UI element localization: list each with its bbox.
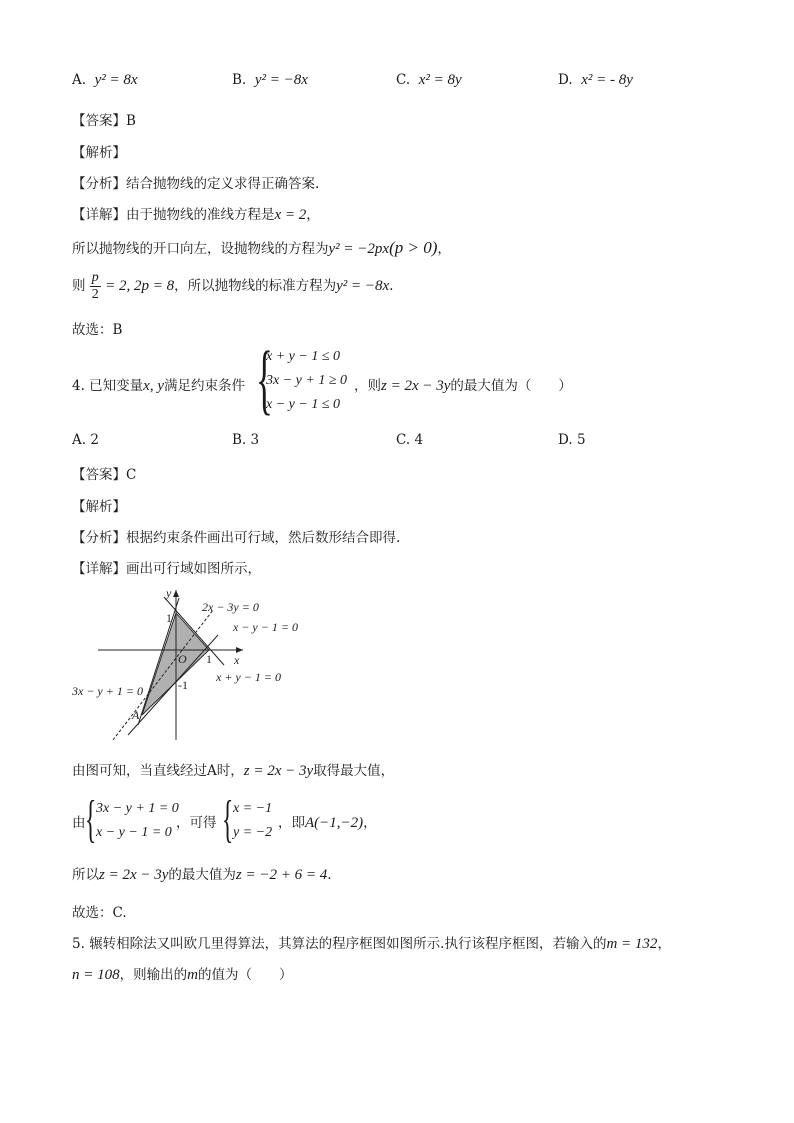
q3-option-b bbox=[232, 72, 308, 89]
fenxi-text: 结合抛物线的定义求得正确答案. bbox=[126, 176, 320, 192]
constraint-system bbox=[266, 345, 347, 417]
option-expr: x² = - 8y bbox=[581, 72, 633, 88]
text: ，则输出的 bbox=[119, 967, 188, 983]
text: 取得最大值， bbox=[313, 763, 395, 779]
q4-stem bbox=[72, 374, 245, 395]
option-expr: x² = 8y bbox=[418, 72, 462, 88]
q4-option-b bbox=[232, 432, 259, 448]
constraint: 3x − y + 1 ≥ 0 bbox=[266, 373, 348, 388]
q3-choose: 故选：B bbox=[72, 322, 123, 338]
fenxi-label: 【分析】 bbox=[72, 176, 126, 192]
q4-option-d bbox=[558, 432, 586, 448]
x-axis-label: x bbox=[234, 653, 240, 667]
constraint: x + y − 1 ≤ 0 bbox=[266, 349, 341, 364]
text: ，即 bbox=[278, 815, 305, 831]
equation: y = −2 bbox=[233, 825, 273, 840]
solve-system-2 bbox=[233, 797, 272, 845]
q3-line2 bbox=[72, 237, 451, 258]
objective-line-label: 2x − 3y = 0 bbox=[202, 600, 259, 614]
option-letter: A. bbox=[72, 72, 87, 88]
option-value: 2 bbox=[90, 432, 99, 448]
text: 的值为（ ） bbox=[197, 967, 293, 983]
option-letter: D. bbox=[558, 72, 573, 88]
q4-result bbox=[72, 759, 394, 780]
text: ，则 bbox=[354, 378, 381, 394]
frac-den: 2 bbox=[91, 287, 99, 302]
math: z = 2x − 3y bbox=[243, 763, 314, 779]
text: ，所以抛物线的标准方程为 bbox=[174, 278, 337, 294]
q3-option-a bbox=[72, 72, 138, 89]
solve-end bbox=[278, 811, 377, 832]
text: 所以 bbox=[72, 867, 99, 883]
q4-fenxi bbox=[72, 526, 400, 546]
solve-brace-1: { bbox=[85, 791, 97, 848]
option-letter: C. bbox=[396, 72, 411, 88]
q3-xiangjie bbox=[72, 203, 320, 224]
option-letter: B. bbox=[232, 72, 247, 88]
solve-system-1 bbox=[96, 797, 179, 845]
q4-stem-end bbox=[354, 374, 572, 395]
equation: 3x − y + 1 = 0 bbox=[96, 801, 179, 816]
math: z = −2 + 6 = 4 bbox=[235, 867, 328, 883]
fraction bbox=[90, 270, 101, 303]
option-value: 4 bbox=[414, 432, 424, 448]
punct: . bbox=[389, 278, 394, 294]
q3-fenxi bbox=[72, 172, 319, 192]
punct: . bbox=[327, 867, 332, 883]
q3-option-c bbox=[396, 72, 462, 89]
q3-answer bbox=[72, 109, 136, 129]
solve-brace-2: { bbox=[222, 791, 234, 848]
y-axis-arrow bbox=[173, 590, 179, 597]
text: 则 bbox=[72, 278, 86, 294]
math: (p > 0) bbox=[389, 238, 438, 257]
constraint-brace: { bbox=[256, 335, 273, 422]
text: 所以抛物线的开口向左，设抛物线的方程为 bbox=[72, 241, 329, 257]
math: x, y bbox=[143, 378, 164, 394]
q3-option-d bbox=[558, 72, 633, 89]
option-letter: A. bbox=[72, 432, 87, 448]
option-letter: C. bbox=[396, 432, 411, 448]
xiangjie-text: 画出可行域如图所示， bbox=[126, 561, 261, 577]
math: = 2, 2p = 8 bbox=[105, 278, 175, 294]
fenxi-label: 【分析】 bbox=[72, 530, 126, 546]
neg-one-label: -1 bbox=[178, 678, 188, 692]
line-c2-label: 3x − y + 1 = 0 bbox=[72, 684, 143, 698]
q4-option-c bbox=[396, 432, 423, 448]
x-one-label: 1 bbox=[206, 652, 212, 666]
math: m = 132 bbox=[606, 936, 658, 952]
punct: ， bbox=[306, 207, 320, 223]
text: 4. 已知变量 bbox=[72, 378, 144, 394]
solve-mid: ，可得 bbox=[176, 815, 217, 831]
q5-line2 bbox=[72, 963, 292, 984]
solve-prefix: 由 bbox=[72, 815, 86, 831]
line-objective-dashed bbox=[113, 610, 213, 740]
text: 的最大值为（ ） bbox=[450, 378, 572, 394]
feasible-region-figure bbox=[68, 580, 318, 745]
punct: ， bbox=[437, 241, 451, 257]
text: 满足约束条件 bbox=[164, 378, 245, 394]
xiangjie-label: 【详解】 bbox=[72, 561, 126, 577]
fenxi-text: 根据约束条件画出可行域，然后数形结合即得. bbox=[126, 530, 401, 546]
math: y² = −2px bbox=[328, 241, 390, 257]
q5-line1 bbox=[72, 932, 671, 953]
text: 由图可知，当直线经过A时， bbox=[72, 763, 244, 779]
q3-analysis-label: 【解析】 bbox=[72, 145, 126, 161]
y-axis-label: y bbox=[166, 586, 172, 600]
option-letter: B. bbox=[232, 432, 247, 448]
q4-xiangjie bbox=[72, 557, 261, 577]
math: y² = −8x bbox=[336, 278, 390, 294]
answer-value: C bbox=[126, 467, 137, 483]
answer-label: 【答案】 bbox=[72, 113, 126, 129]
option-value: 3 bbox=[250, 432, 260, 448]
y-one-label: 1 bbox=[166, 611, 172, 625]
option-expr: y² = 8x bbox=[94, 72, 138, 88]
equation: x − y − 1 = 0 bbox=[96, 825, 172, 840]
math: z = 2x − 3y bbox=[99, 867, 169, 883]
q4-choose: 故选：C. bbox=[72, 905, 127, 921]
math: A(−1,−2) bbox=[305, 815, 364, 831]
answer-value: B bbox=[126, 113, 136, 129]
frac-num: p bbox=[91, 270, 99, 285]
origin-label: O bbox=[178, 652, 187, 666]
math: m bbox=[187, 967, 198, 983]
option-value: 5 bbox=[576, 432, 586, 448]
punct: ， bbox=[657, 936, 671, 952]
point-a-label: A bbox=[132, 708, 140, 722]
math: z = 2x − 3y bbox=[381, 378, 451, 394]
punct: ， bbox=[363, 815, 377, 831]
xiangjie-text: 由于抛物线的准线方程是 bbox=[126, 207, 275, 223]
q4-analysis-label: 【解析】 bbox=[72, 499, 126, 515]
q3-line3 bbox=[72, 270, 393, 303]
q4-answer bbox=[72, 463, 136, 483]
option-letter: D. bbox=[558, 432, 573, 448]
equation: x = −1 bbox=[233, 801, 273, 816]
line-c3-label: x − y − 1 = 0 bbox=[233, 620, 298, 634]
xiangjie-math: x = 2 bbox=[274, 207, 307, 223]
answer-label: 【答案】 bbox=[72, 467, 126, 483]
math: n = 108 bbox=[72, 967, 120, 983]
q4-option-a bbox=[72, 432, 99, 448]
option-expr: y² = −8x bbox=[254, 72, 308, 88]
text: 5. 辗转相除法又叫欧几里得算法，其算法的程序框图如图所示.执行该程序框图，若输入的 bbox=[72, 936, 607, 952]
xiangjie-label: 【详解】 bbox=[72, 207, 126, 223]
q4-max bbox=[72, 863, 332, 884]
text: 的最大值为 bbox=[168, 867, 236, 883]
constraint: x − y − 1 ≤ 0 bbox=[266, 397, 341, 412]
line-c1-label: x + y − 1 = 0 bbox=[216, 670, 281, 684]
